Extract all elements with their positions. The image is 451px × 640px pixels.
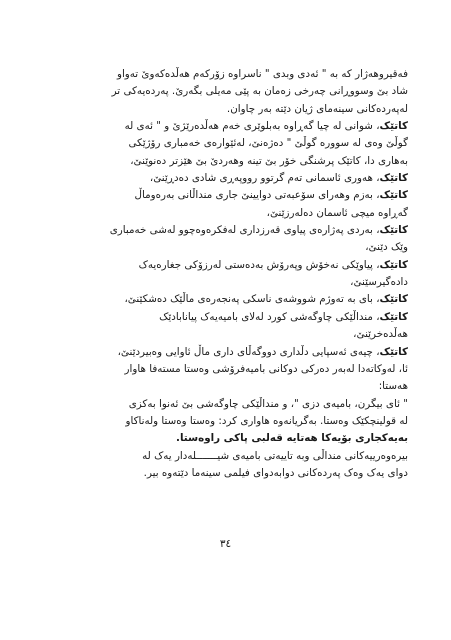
body-text xyxy=(52,66,408,482)
text-line xyxy=(52,170,408,187)
keyword: کاتێک xyxy=(379,345,408,358)
text-line: ئا، لەوکاتەدا لەبەر دەرکی دوکانی بامیەفرۆشی وەستا مستەفا هاوار xyxy=(124,362,408,375)
text-line: لەپەردەکانی سینەمای ژیان دێتە بەر چاوان. xyxy=(226,102,408,115)
line-rest: ، بەردی پەژارەی پیاوی قەرزداری لەفکرەوەچوو لەشی خەمباری xyxy=(109,224,380,237)
line-rest: ، بای بە تەوژم شووشەی ناسکی پەنجەرەی ماڵێک دەشکێنێ، xyxy=(124,293,380,306)
keyword: کاتێک xyxy=(379,172,408,185)
text-line xyxy=(52,222,408,239)
text-line xyxy=(52,187,408,204)
text-line xyxy=(52,309,408,326)
text-line: فەقیروهەژار کە بە " ئەدی وبدی " ناسراوە زۆرکەم هەڵدەکەوێ تەواو xyxy=(116,68,408,80)
page-number: ٣٤ xyxy=(219,538,232,550)
keyword: کاتێک xyxy=(379,258,408,271)
text-line: گەڕاوە میچی ئاسمان دەلەرزێنێ، xyxy=(266,206,408,219)
keyword: کاتێک xyxy=(379,310,408,323)
text-line: بەیەکجاری بۆیەکا هەتایە قەلبی پاکی راوەستا. xyxy=(176,432,408,445)
text-line xyxy=(52,344,408,361)
line-rest: ، چیەی ئەسپایی دڵداری دووگەڵای داری ماڵ ئاوایی وەبیردێنێ، xyxy=(117,345,380,358)
keyword: کاتێک xyxy=(379,293,408,306)
text-line: هەستا: xyxy=(378,380,408,393)
keyword: کاتێک xyxy=(379,224,408,237)
text-line: بەهاری دا، کاتێک پرشنگی خۆر بێ تینە وهەردێ بێ هێزتر دەنوێنێ، xyxy=(130,154,408,167)
text-line: دادەگیرسێنێ، xyxy=(350,276,408,289)
text-line: شاد بێ وسووڕانی چەرخی زەمان بە پێی مەیلی بگەرێ. پەردەیەکی تر xyxy=(111,85,408,98)
line-rest: ، منداڵێکی چاوگەشی کورد لەلای بامیەیەک پیانابادێک xyxy=(159,310,380,323)
line-rest: ، بەزم وهەرای سۆعبەتی دوایینێ جاری منداڵانی بەرەوماڵ xyxy=(134,189,380,202)
text-line: وێک دێنێ، xyxy=(365,241,408,254)
text-line: بیرەوەرییەکانی منداڵی وبە تاییەتی بامیەی شیـــــــلەدار یەک لە xyxy=(142,449,408,462)
line-rest: ، هەوری ئاسمانی تەم گرتوو رووپەڕی شادی دەدڕێنێ، xyxy=(149,172,380,185)
text-line xyxy=(52,291,408,308)
line-rest: ، شوانی لە چیا گەڕاوە بەبلوێری خەم هەڵدەرێژێ و " ئەی لە xyxy=(124,120,380,133)
text-line xyxy=(52,257,408,274)
line-rest: ، پیاوێکی نەخۆش وپەرۆش بەدەستی لەرزۆکی جغارەیەک xyxy=(138,258,380,271)
text-line: لە قولینچکێک وەستا. بەگریانەوە هاواری کرد: وەستا وەستا ولەناکاو xyxy=(125,414,408,427)
keyword: کاتێک xyxy=(379,189,408,202)
text-line xyxy=(52,118,408,135)
text-line: گوڵێ وەی لە سووره گوڵێ " دەژەنێ، لەئێوارەی خەمباری رۆژێکی xyxy=(128,137,408,150)
text-line: دوای یەک وەک پەردەکانی دوابەدوای فیلمی سینەما دێتەوە بیر. xyxy=(143,466,408,479)
keyword: کاتێک xyxy=(379,120,408,133)
text-line: هەڵدەخرێنێ، xyxy=(353,328,408,341)
text-line: " ئای بیگرن، بامیەی دزی "، و منداڵێکی چاوگەشی بێ ئەنوا بەکزی xyxy=(128,397,408,410)
